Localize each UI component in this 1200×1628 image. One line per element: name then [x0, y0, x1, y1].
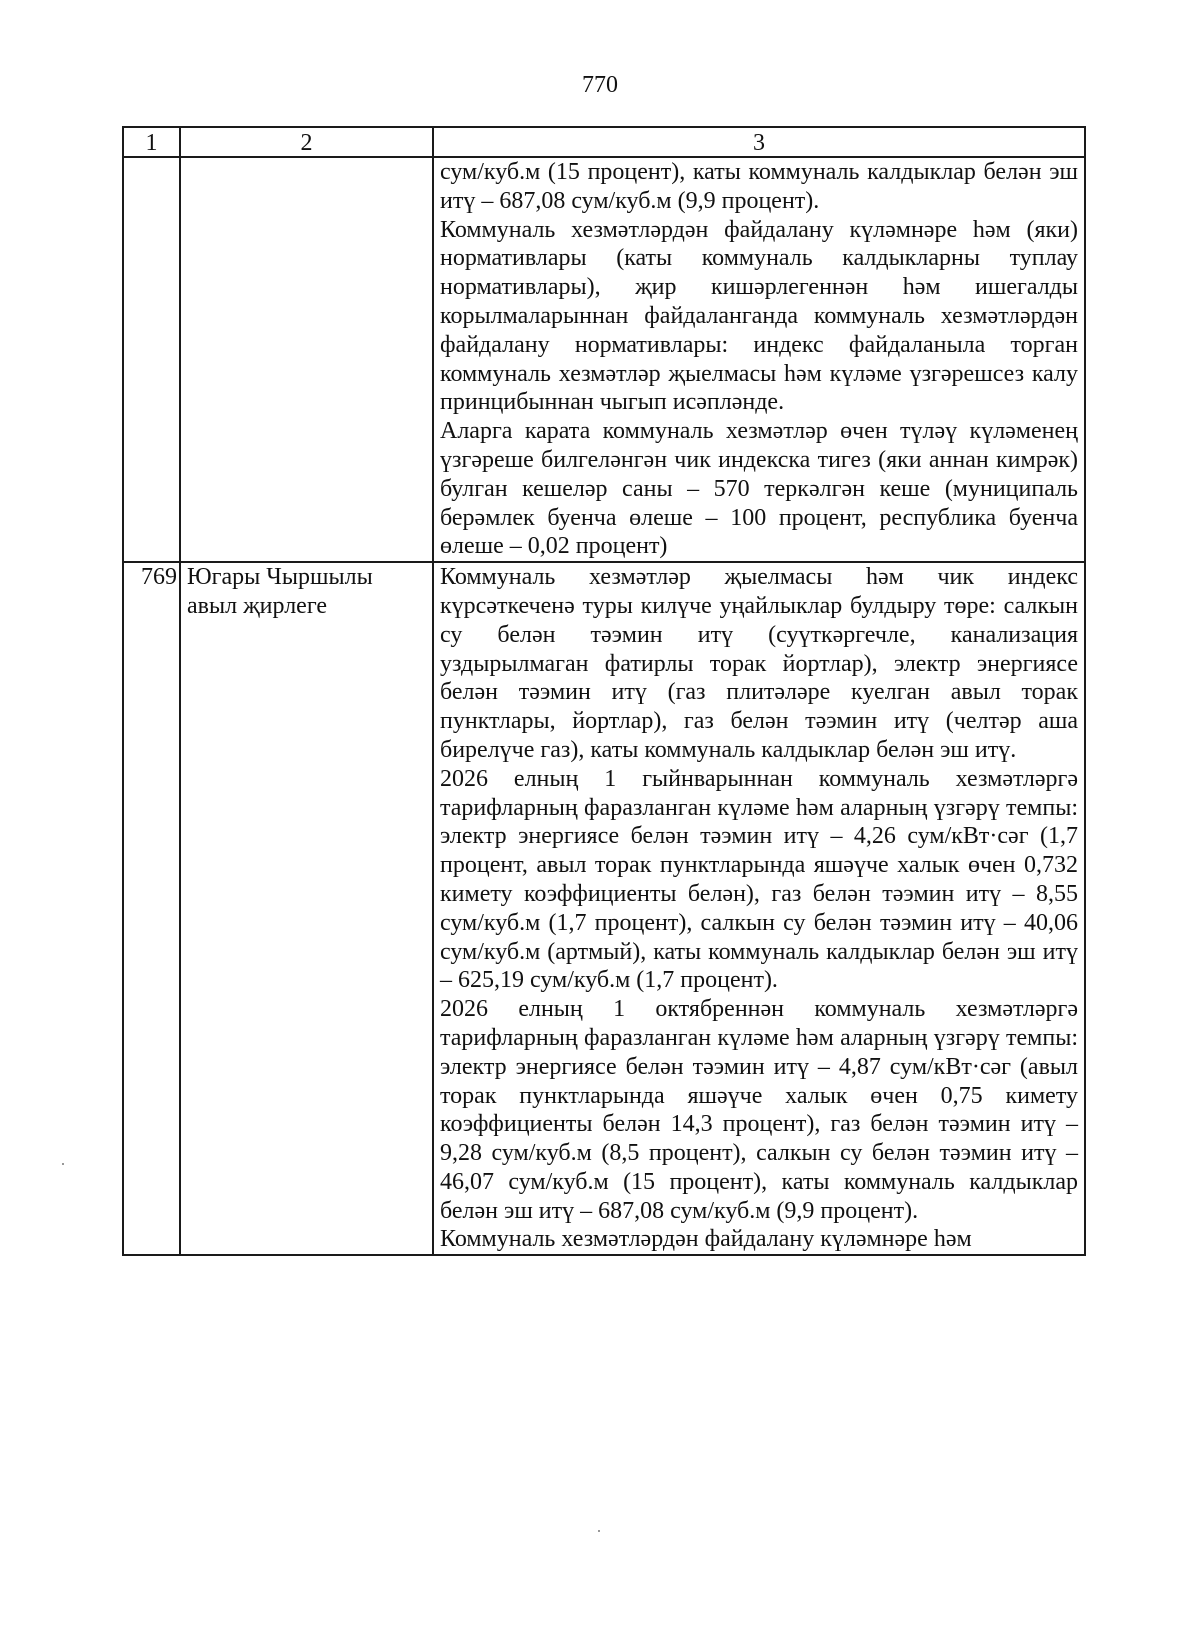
scan-speck: [598, 1530, 600, 1532]
settlement-name-cell: Югары Чыршылы авыл җирлеге: [180, 562, 433, 1255]
row-number-cell: 769: [123, 562, 180, 1255]
description-paragraph: Коммуналь хезмәтләр җыелмасы һәм чик индекс күрсәткеченә туры килүче уңайлыклар булдыру төре: салкын су белән тәэмин итү (суүткәргечле, канализация уздырылмаган фатирлы торак йортлар), электр энергиясе белән тәэмин итү (газ плитәләре куелган авыл торак пунктлары, йортлар), газ белән тәэмин итү (челтәр аша бирелүче газ), каты коммуналь калдыклар белән эш итү.: [440, 564, 1078, 763]
column-header-1: 1: [123, 127, 180, 157]
description-paragraph: Аларга карата коммуналь хезмәтләр өчен түләү күләменең үзгәреше билгеләнгән чик индекска тигез (яки аннан кимрәк) булган кешеләр саны – 570 теркәлгән кеше (муниципаль берәмлек буенча өлеше – 100 процент, республика буенча өлеше – 0,02 процент): [440, 418, 1078, 560]
description-paragraph: Коммуналь хезмәтләрдән файдалану күләмнәре һәм (яки) нормативлары (каты коммуналь калдыкларны туплау нормативлары), җир кишәрлегеннән һәм ишегалды корылмаларыннан файдаланганда коммуналь хезмәтләрдән файдалану нормативлары: индекс файдаланыла торган коммуналь хезмәтләр җыелмасы һәм күләме үзгәрешсез калу принцибыннан чыгып исәпләнде.: [440, 216, 1078, 416]
column-header-2: 2: [180, 127, 433, 157]
table-row: [123, 157, 1085, 562]
data-table: [122, 126, 1086, 1256]
table-header-row: [123, 127, 1085, 157]
table-row: [123, 562, 1085, 1255]
row-number-cell: [123, 157, 180, 562]
description-cell: [433, 562, 1085, 1255]
scan-speck: [62, 1163, 64, 1165]
settlement-name-cell: [180, 157, 433, 562]
description-cell: [433, 157, 1085, 562]
description-paragraph: 2026 елның 1 октябреннән коммуналь хезмәтләргә тарифларның фаразланган күләме һәм аларның үзгәрү темпы: электр энергиясе белән тәэмин итү – 4,87 сум/кВт·сәг (авыл торак пунктларында яшәүче халык өчен 0,75 кимету коэффициенты белән 14,3 процент), газ белән тәэмин итү – 9,28 сум/куб.м (8,5 процент), салкын су белән тәэмин итү – 46,07 сум/куб.м (15 процент), каты коммуналь калдыклар белән эш итү – 687,08 сум/куб.м (9,9 процент).: [440, 996, 1078, 1224]
column-header-3: 3: [433, 127, 1085, 157]
description-paragraph: сум/куб.м (15 процент), каты коммуналь калдыклар белән эш итү – 687,08 сум/куб.м (9,9 процент).: [440, 159, 1078, 214]
description-paragraph: Коммуналь хезмәтләрдән файдалану күләмнәре һәм: [440, 1226, 972, 1253]
description-paragraph: 2026 елның 1 гыйнварыннан коммуналь хезмәтләргә тарифларның фаразланган күләме һәм аларның үзгәрү темпы: электр энергиясе белән тәэмин итү – 4,26 сум/кВт·сәг (1,7 процент, авыл торак пунктларында яшәүче халык өчен 0,732 кимету коэффициенты белән), газ белән тәэмин итү – 8,55 сум/куб.м (1,7 процент), салкын су белән тәэмин итү – 40,06 сум/куб.м (артмый), каты коммуналь калдыклар белән эш итү – 625,19 сум/куб.м (1,7 процент).: [440, 765, 1078, 994]
page-number: 770: [582, 72, 618, 98]
